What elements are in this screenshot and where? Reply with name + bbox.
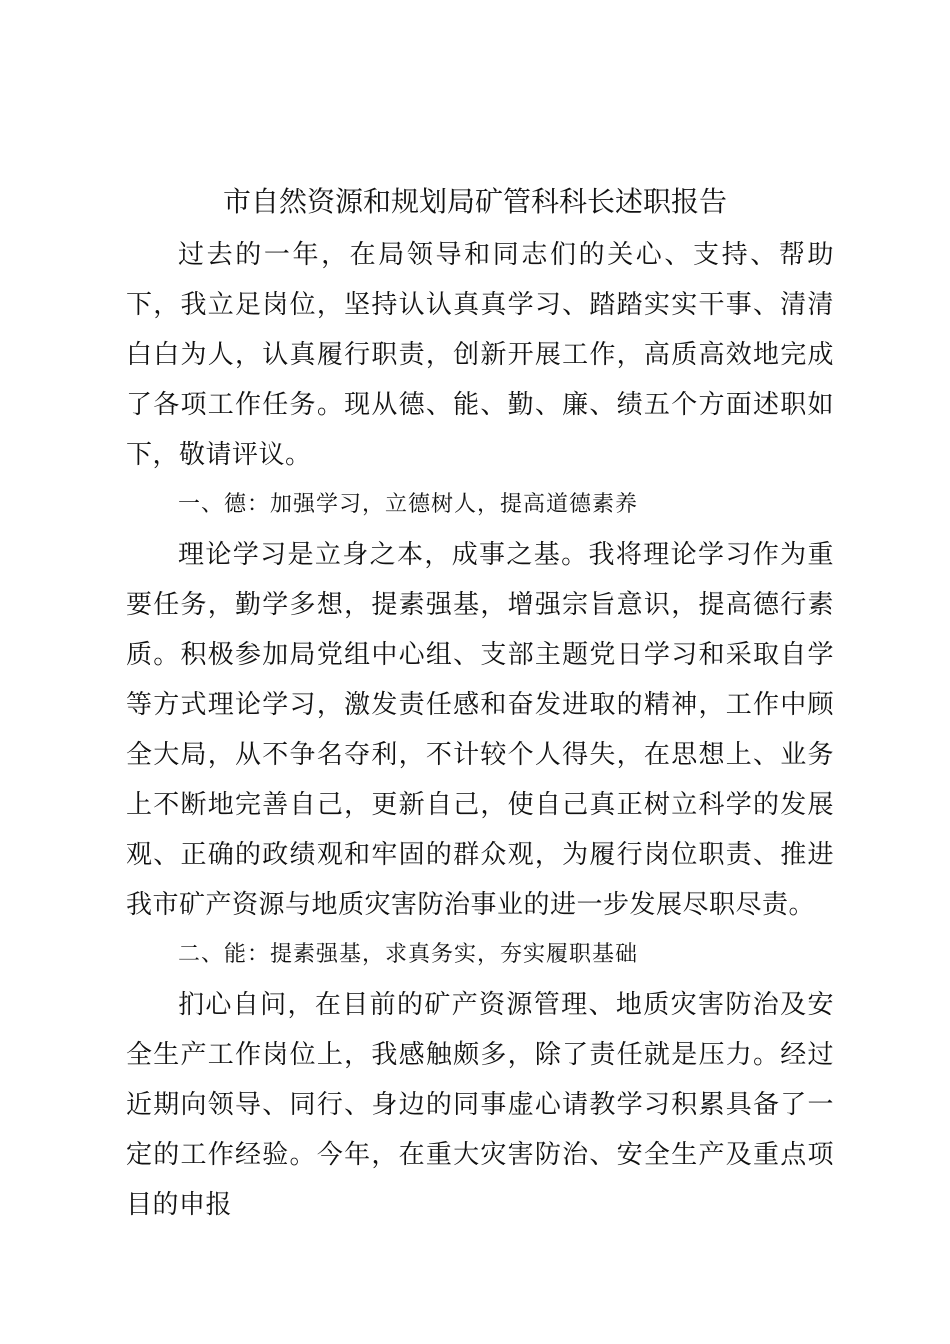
section-2-heading: 二、能：提素强基，求真务实，夯实履职基础: [178, 942, 639, 967]
section-1-paragraph: 理论学习是立身之本，成事之基。我将理论学习作为重要任务，勤学多想，提素强基，增强宗旨意识，提高德行素质。积极参加局党组中心组、支部主题党日学习和采取自学等方式理论学习，激发责任感和奋发进取的精神，工作中顾全大局，从不争名夺利，不计较个人得失，在思想上、业务上不断地完善自己，更新自己，使自己真正树立科学的发展观、正确的政绩观和牢固的群众观，为履行岗位职责、推进我市矿产资源与地质灾害防治事业的进一步发展尽职尽责。: [126, 540, 834, 920]
intro-paragraph: 过去的一年，在局领导和同志们的关心、支持、帮助下，我立足岗位，坚持认认真真学习、踏踏实实干事、清清白白为人，认真履行职责，创新开展工作，高质高效地完成了各项工作任务。现从德、能、勤、廉、绩五个方面述职如下，敬请评议。: [126, 240, 834, 470]
section-1-heading: 一、德：加强学习，立德树人，提高道德素养: [178, 492, 639, 517]
document-body: [126, 230, 834, 1230]
section-2-paragraph: 扪心自问，在目前的矿产资源管理、地质灾害防治及安全生产工作岗位上，我感触颇多，除了责任就是压力。经过近期向领导、同行、身边的同事虚心请教学习积累具备了一定的工作经验。今年，在重大灾害防治、安全生产及重点项目的申报: [126, 990, 834, 1220]
document-title: 市自然资源和规划局矿管科科长述职报告: [222, 185, 727, 218]
